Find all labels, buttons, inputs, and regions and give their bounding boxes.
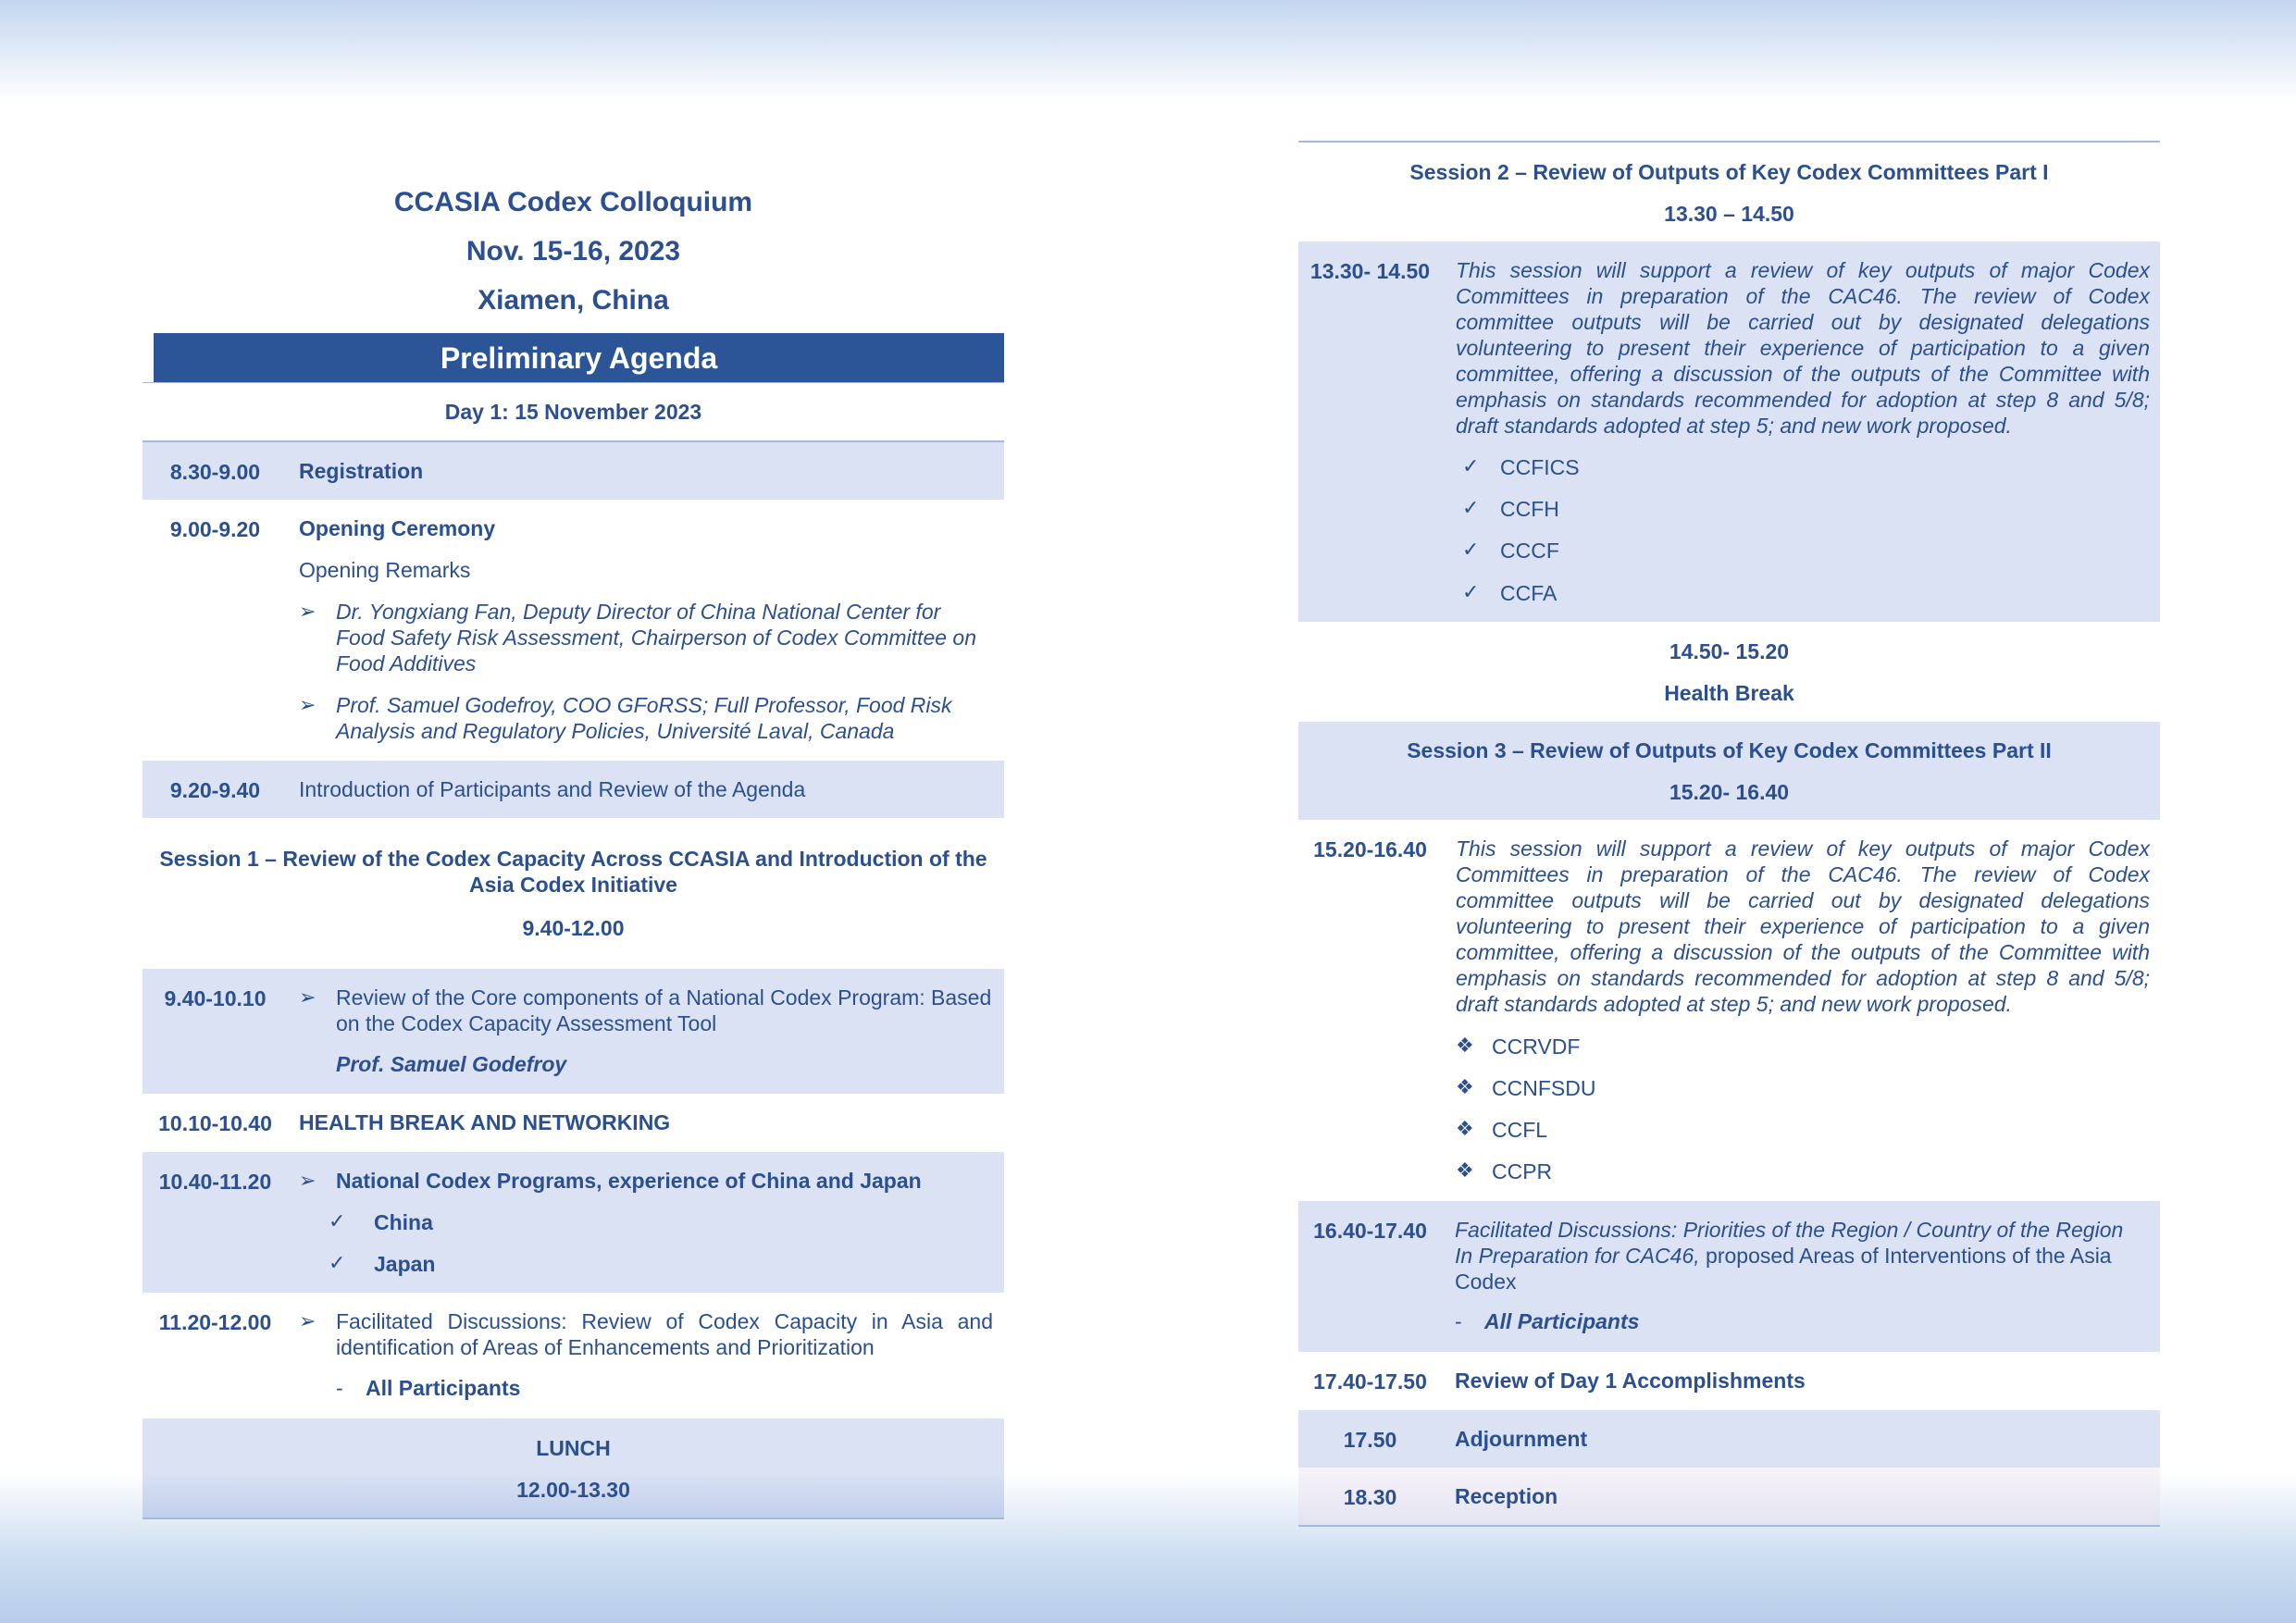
row-speaker: Prof. Samuel Godefroy (336, 1052, 567, 1076)
agenda-row-reception (1298, 1468, 2160, 1525)
row-description (1455, 1217, 2141, 1295)
event-location: Xiamen, China (478, 285, 669, 316)
event-dates: Nov. 15-16, 2023 (465, 236, 681, 266)
divider (143, 1518, 1004, 1519)
agenda-row-opening (143, 500, 1004, 761)
speaker-godefroy: Prof. Samuel Godefroy, COO GFoRSS; Full Professor, Food Risk Analysis and Regulatory Policies, Université Laval, Canada (336, 693, 952, 743)
arrow-bullet-icon: ➢ (299, 1309, 316, 1332)
preliminary-agenda-banner: Preliminary Agenda (154, 333, 1004, 383)
row-title: Opening Ceremony (299, 516, 496, 540)
agenda-row-facilitated-priorities (1298, 1201, 2160, 1352)
item-japan: Japan (374, 1252, 436, 1276)
row-title: Review of the Core components of a National Codex Program: Based on the Codex Capacity Assessment Tool (336, 985, 992, 1035)
row-title: Reception (1455, 1484, 1558, 1508)
row-title: Registration (299, 459, 424, 483)
row-time: 18.30 (1343, 1485, 1397, 1509)
row-title: HEALTH BREAK AND NETWORKING (299, 1110, 671, 1134)
committee-item: CCFICS (1500, 455, 1580, 479)
row-time: 11.20-12.00 (158, 1310, 272, 1334)
agenda-row-health-break (143, 1094, 1004, 1152)
agenda-row-introduction (143, 761, 1004, 818)
session-1-time: 9.40-12.00 (522, 916, 625, 940)
row-time: 15.20-16.40 (1313, 837, 1427, 861)
committee-item: CCFH (1500, 497, 1559, 521)
committee-item: CCCF (1500, 539, 1559, 563)
arrow-bullet-icon: ➢ (299, 693, 316, 716)
agenda-row-core-components (143, 969, 1004, 1094)
row-description-italic: Facilitated Discussions: Priorities of the Region / Country of the Region In Preparation for CAC46, (1455, 1218, 2124, 1268)
committee-item: CCRVDF (1492, 1035, 1581, 1059)
divider (1298, 1525, 2160, 1527)
check-icon: ✓ (329, 1251, 346, 1274)
row-time: 10.10-10.40 (158, 1111, 272, 1135)
session-2-heading: Session 2 – Review of Outputs of Key Codex Committees Part I (1409, 160, 2049, 184)
committee-item: CCFA (1500, 581, 1558, 605)
check-icon: ✓ (1462, 538, 1480, 561)
check-icon: ✓ (1462, 580, 1480, 603)
agenda-row-national-programs (143, 1152, 1004, 1293)
row-time: 9.00-9.20 (169, 517, 261, 541)
row-subtitle: Opening Remarks (299, 558, 471, 582)
session-3-heading: Session 3 – Review of Outputs of Key Codex Committees Part II (1407, 738, 2052, 762)
arrow-bullet-icon: ➢ (299, 1169, 316, 1192)
row-title: Introduction of Participants and Review of the Agenda (299, 777, 806, 801)
row-time: 17.40-17.50 (1313, 1369, 1427, 1394)
session-1-heading: Session 1 – Review of the Codex Capacity Across CCASIA and Introduction of the Asia Codex Initiative (159, 847, 987, 897)
row-description: This session will support a review of key outputs of major Codex Committees in preparation of the CAC46. The review of Codex committee outputs will be carried out by designated delegations volunteering to present their experience of participation to a given committee, offering a discussion of the outputs of the Committee with emphasis on standards recommended for adoption at step 8 and 5/8; draft standards adopted at step 5; and new work proposed. (1456, 836, 2150, 1016)
item-china: China (374, 1210, 433, 1234)
arrow-bullet-icon: ➢ (299, 985, 316, 1009)
row-time: 17.50 (1343, 1428, 1397, 1452)
check-icon: ✓ (329, 1209, 346, 1233)
row-title: Facilitated Discussions: Review of Codex Capacity in Asia and identification of Areas of Enhancements and Prioritization (336, 1309, 993, 1359)
divider (143, 382, 1004, 383)
row-description-normal: proposed Areas of Interventions of the Asia Codex (1455, 1244, 2112, 1294)
diamond-bullet-icon: ❖ (1456, 1158, 1474, 1182)
row-title: Adjournment (1455, 1427, 1588, 1451)
health-break-time: 14.50- 15.20 (1669, 639, 1790, 663)
row-title: National Codex Programs, experience of China and Japan (336, 1169, 922, 1193)
check-icon: ✓ (1462, 454, 1480, 477)
row-participants: All Participants (366, 1376, 521, 1400)
row-participants: All Participants (1484, 1309, 1640, 1333)
row-time: 9.40-10.10 (164, 986, 267, 1010)
health-break-title: Health Break (1664, 681, 1794, 705)
lunch-time: 12.00-13.30 (516, 1478, 630, 1502)
session-3-block (1298, 722, 2160, 820)
committee-item: CCFL (1492, 1118, 1548, 1142)
row-time: 13.30- 14.50 (1309, 259, 1431, 283)
agenda-row-session-2 (1298, 242, 2160, 622)
row-title: Review of Day 1 Accomplishments (1455, 1369, 1806, 1393)
dash-icon: - (1455, 1309, 1462, 1333)
agenda-row-adjournment (1298, 1410, 2160, 1468)
session-3-time: 15.20- 16.40 (1669, 780, 1790, 804)
row-time: 8.30-9.00 (169, 460, 261, 484)
row-description: This session will support a review of key outputs of major Codex Committees in preparation of the CAC46. The review of Codex committee outputs will be carried out by designated delegations volunteering to present their experience of participation to a given committee, offering a discussion of the outputs of the Committee with emphasis on standards recommended for adoption at step 8 and 5/8; draft standards adopted at step 5; and new work proposed. (1456, 258, 2150, 438)
dash-icon: - (336, 1376, 343, 1400)
divider (1298, 141, 2160, 142)
row-time: 10.40-11.20 (158, 1170, 272, 1194)
session-2-time: 13.30 – 14.50 (1664, 202, 1794, 226)
agenda-row-lunch (143, 1419, 1004, 1518)
diamond-bullet-icon: ❖ (1456, 1117, 1474, 1140)
agenda-row-review (1298, 1352, 2160, 1410)
row-time: 16.40-17.40 (1313, 1219, 1427, 1243)
agenda-row-session-3 (1298, 820, 2160, 1201)
committee-item: CCPR (1492, 1159, 1553, 1183)
diamond-bullet-icon: ❖ (1456, 1034, 1474, 1057)
day-heading: Day 1: 15 November 2023 (444, 400, 702, 424)
arrow-bullet-icon: ➢ (299, 600, 316, 623)
diamond-bullet-icon: ❖ (1456, 1075, 1474, 1098)
lunch-title: LUNCH (536, 1436, 611, 1460)
check-icon: ✓ (1462, 496, 1480, 519)
agenda-row-registration (143, 442, 1004, 500)
speaker-fan: Dr. Yongxiang Fan, Deputy Director of China National Center for Food Safety Risk Assessment, Chairperson of Codex Committee on Food Additives (336, 600, 976, 675)
event-title: CCASIA Codex Colloquium (393, 187, 753, 217)
committee-item: CCNFSDU (1492, 1076, 1596, 1100)
agenda-row-facilitated-discussions (143, 1293, 1004, 1419)
row-time: 9.20-9.40 (169, 778, 261, 802)
